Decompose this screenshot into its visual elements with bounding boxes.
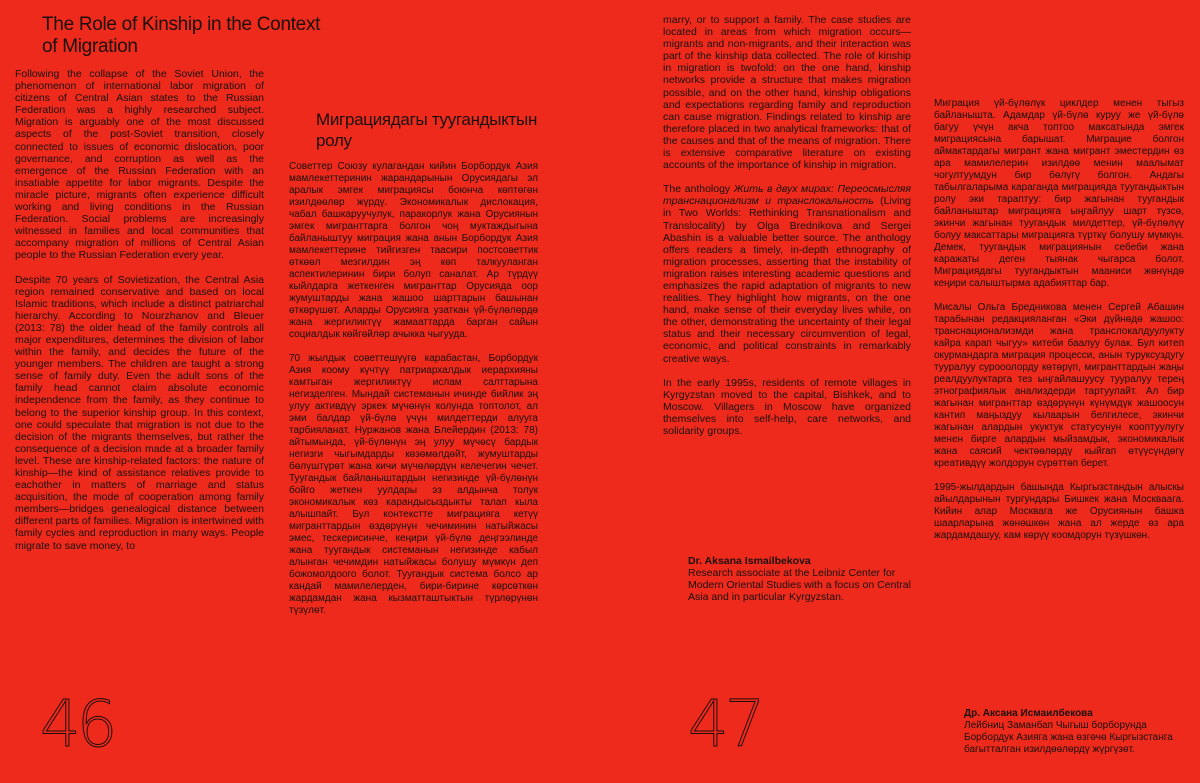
paragraph: 1995-жылдардын башында Кыргызстандын алыскы айылдарынын тургундары Бишкек жана Москваага. Кийин алар Москвага же Орусиянын башка шаарларына жөнөшкөн жана ал жерде өз ара жардамдашуу, кам көрүү коомдорун түзүшкөн.: [934, 482, 1184, 541]
column-en-1: [15, 68, 264, 564]
paragraph: Despite 70 years of Sovietization, the Central Asia region remained conservative and based on local Islamic traditions, which include a distinct patriarchal hierarchy. According to Nourzhanov and Bleuer (2013: 78) the older head of the family controls all major expenditures, determines the division of labor within the family, and decides the future of the younger members. The children are taught a strong sense of family duty. Even the adult sons of the family head cannot claim absolute economic independence from the family, as they continue to belong to the superior kinship group. In this context, one could speculate that migration is not due to the decision of the migrants themselves, but rather the consequence of a decision made at a broader family level. These are kinship-related factors: the nature of kinship—the kind of assistance relatives provide to eachother in matters of marriage and status acquisition, the mode of cooperation among family members—bridges genealogical distance between different parts of families. Migration is intertwined with family cycles and reproduction in many ways. People migrate to save money, to: [15, 273, 264, 552]
article-title-ky: Миграциядагы туугандыктын ролу: [316, 110, 538, 150]
paragraph: marry, or to support a family. The case studies are located in areas from which migration occurs—migrants and non-migrants, and their interaction was part of the kinship data collected. The role of kinship in migration is twofold: on the one hand, kinship networks provide a structure that makes migration possible, and on the other hand, kinship obligations and expectations regarding family and reproduction can cause migration. Findings related to kinship are therefore placed in two analytical frameworks: that of the causes and that of the means of migration. There is extensive comparative literature on existing accounts of the importance of kinship in migration.: [663, 14, 911, 172]
article-title-en: The Role of Kinship in the Context of Migration: [42, 14, 321, 57]
anthology-title: Жить в двух мирах: Переосмысляя транснационализм и транслокальность: [663, 183, 911, 208]
paragraph: Мисалы Ольга Бредникова менен Сергей Абашин тарабынан редакцияланган «Эки дүйнөдө жашоо: транснационализмди жана транслокалдуулукту кайра карап чыгуу» китеби баалуу булак. Бул китеп окурмандарга миграция процесси, анын туруксуздугу тууралуу сурооолорду көтөрүп, мигранттардын жаңы реалдуулуктарга тез ыңгайлашуусу тууралуу терең этнографиялык анализдерди тартуулайт. Ал бир жагынан мигранттар өздөрүнүн күнүмдүк жашоосун кантип маңыздуу кылаарын белгилесе, экинчи жагынан алардын укуктук статусунун кооптуулугу менен бирге алардын мыйзамдык, экономикалык жана саясий чектөөлөрдү кыйгап өтүүсүндөгү креативдүү жолдорун сүрөттөп берет.: [934, 302, 1184, 469]
paragraph: Советтер Союзу кулагандан кийин Борбордук Азия мамлекеттеринин жарандарынын Орусиядагы эл аралык эмгек миграциясы боюнча көптөгөн изилдөөлөр жүрдү. Экономикалык дислокация, чабал башкаруучулук, паракорлук жана Орусиянын эмгек мигранттарга болгон чоң муктаждыгына байланыштуу миграция жана анын Борбордук Азия мамлекеттерине тийгизген таасири постсоветтик өткөөл мезгилдин эң көп талкууланган аспектилеринин бири болуп саналат. Ар түрдүү кыйлдарга жеткенген мигранттар Орусияда оор жумуштарды жана жашоо шарттарын башынан өткөрүшөт. Аларды Орусияга узаткан үй-бүлөлөрдө жана жергиликтүү жамааттарда барган сайын социалдык көйгөйлөр ачыкка чыгууда.: [289, 161, 538, 340]
author-bio-en: Research associate at the Leibniz Center for Modern Oriental Studies with a focus on Central Asia and in particular Kyrgyzstan.: [688, 567, 911, 603]
anthology-rest: (Living in Two Worlds: Rethinking Transnationalism and Translocality) by Olga Brednikova and Sergei Abashin is a valuable better source. The anthology offers readers a timely, in-depth ethnography of migration processes, asserting that the instability of migration raises interesting academic questions and emphasizes the rapid adaptation of migrants to new realities. They highlight how migrants, on the one hand, make sense of their everyday lives while, on the other, demonstrating the uncertainty of their legal status and their necessary circumvention of legal, economic, and political constraints in remarkably creative ways.: [663, 195, 911, 365]
author-bio-ky: Лейбниц Заманбап Чыгыш борборунда Борбордук Азияга жана өзгөчө Кыргызстанга багытталган изилдөөлөрдү жүргүзөт.: [964, 720, 1173, 755]
page-number-right: 47: [688, 688, 762, 762]
column-ky-2: [934, 98, 1184, 554]
author-block-ky: [964, 708, 1194, 756]
paragraph: Following the collapse of the Soviet Union, the phenomenon of international labor migration of citizens of Central Asian states to the Russian Federation was a highly researched subject. Migration is arguably one of the most discussed aspects of the post-Soviet transition, closely connected to issues of economic dislocation, poor governance, and corruption as well as the emergence of the Russian Federation with an insatiable appetite for labor migrants. Despite the miracle picture, migrants often experience difficult working and living conditions in the Russian Federation. Social problems are increasingly witnessed in families and local communities that accompany migration of millions of Central Asian people to the Russian Federation every year.: [15, 68, 264, 262]
paragraph: Миграция үй-бүлөлүк циклдер менен тыгыз байланышта. Адамдар үй-бүлө куруу же үй-бүлө багуу үчүн акча топтоо максатында эмгек миграциясына барышат. Миграцие болгон аймактардагы мигрант жана мигрант эместердин өз ара мамилелерин изилдөө менин маалымат чогултуумдун бир бөлүгү болгон. Андагы табылгаларыма караганда миграцияда туугандыктын ролу эки тараптуу: бир жагынан туугандык байланыштар миграцияга ыңгайлуу шарт түзсө, экинчи жагынан туугандык милдеттер, үй-бүлөлүү болуу максаттары миграцияга түрткү болушу мүмкүн. Демек, туугандык миграциянын себеби жана каражаты деген тыянак чыгарса болот. Миграциядагы туугандыктын мааниси жөнүндө кеңири салыштырма адабияттар бар.: [934, 98, 1184, 289]
author-name-ky: Др. Аксана Исмаилбекова: [964, 708, 1093, 719]
anthology-prefix: The anthology: [663, 183, 734, 196]
paragraph-anthology: [663, 183, 911, 364]
column-ky-1: [289, 161, 538, 629]
paragraph: 70 жылдык советтешүүгө карабастан, Борбордук Азия коому күчтүү патриархалдык иерархияны камтыган жергиликтүү ислам салттарына негизделген. Мындай системанын ичинде бийлик эң улуу активдүү эркек мүчөнүн колунда топтолот, ал эми балдар үй-бүлө үчүн милдеттерди алууга тарбияланат. Нуржанов жана Блейердин (2013: 78) айтымында, үй-бүлөнүн эң улуу мүчөсү бардык негизги чыгымдарды көзөмөлдөйт, жумуштарды бөлүштүрөт жана кичи мүчөлөрдүн келечегин чечет. Туугандык байланыштардын негизинде үй-бүлөнүн бойго жеткен уулдары эз алдынча толук экономикалык көз карандысыздыкты талап кыла алышпайт. Бул контекстте миграцияга кетүү мигранттардын өздөрүнүн чечиминин натыйжасы эмес, тескерисинче, кеңири үй-бүлө деңгээлинде жана туугандык системанын негизинде кабыл алынган чечимдин натыйжасы болушу мүмкүн деп божомолдоого болот. Туугандык система болсо ар кандай мамилелерден, бири-бирине көрсөткөн жардамдан жана кызматташтыктын түрлөрүнөн түзүлөт.: [289, 353, 538, 616]
author-block-en: [688, 555, 918, 603]
column-en-2: [663, 14, 911, 449]
page-number-left: 46: [40, 688, 114, 762]
paragraph: In the early 1995s, residents of remote villages in Kyrgyzstan moved to the capital, Bishkek, and to Moscow. Villagers in Moscow have organized themselves into self-help, care networks, and solidarity groups.: [663, 376, 911, 437]
author-name-en: Dr. Aksana Ismailbekova: [688, 555, 811, 567]
